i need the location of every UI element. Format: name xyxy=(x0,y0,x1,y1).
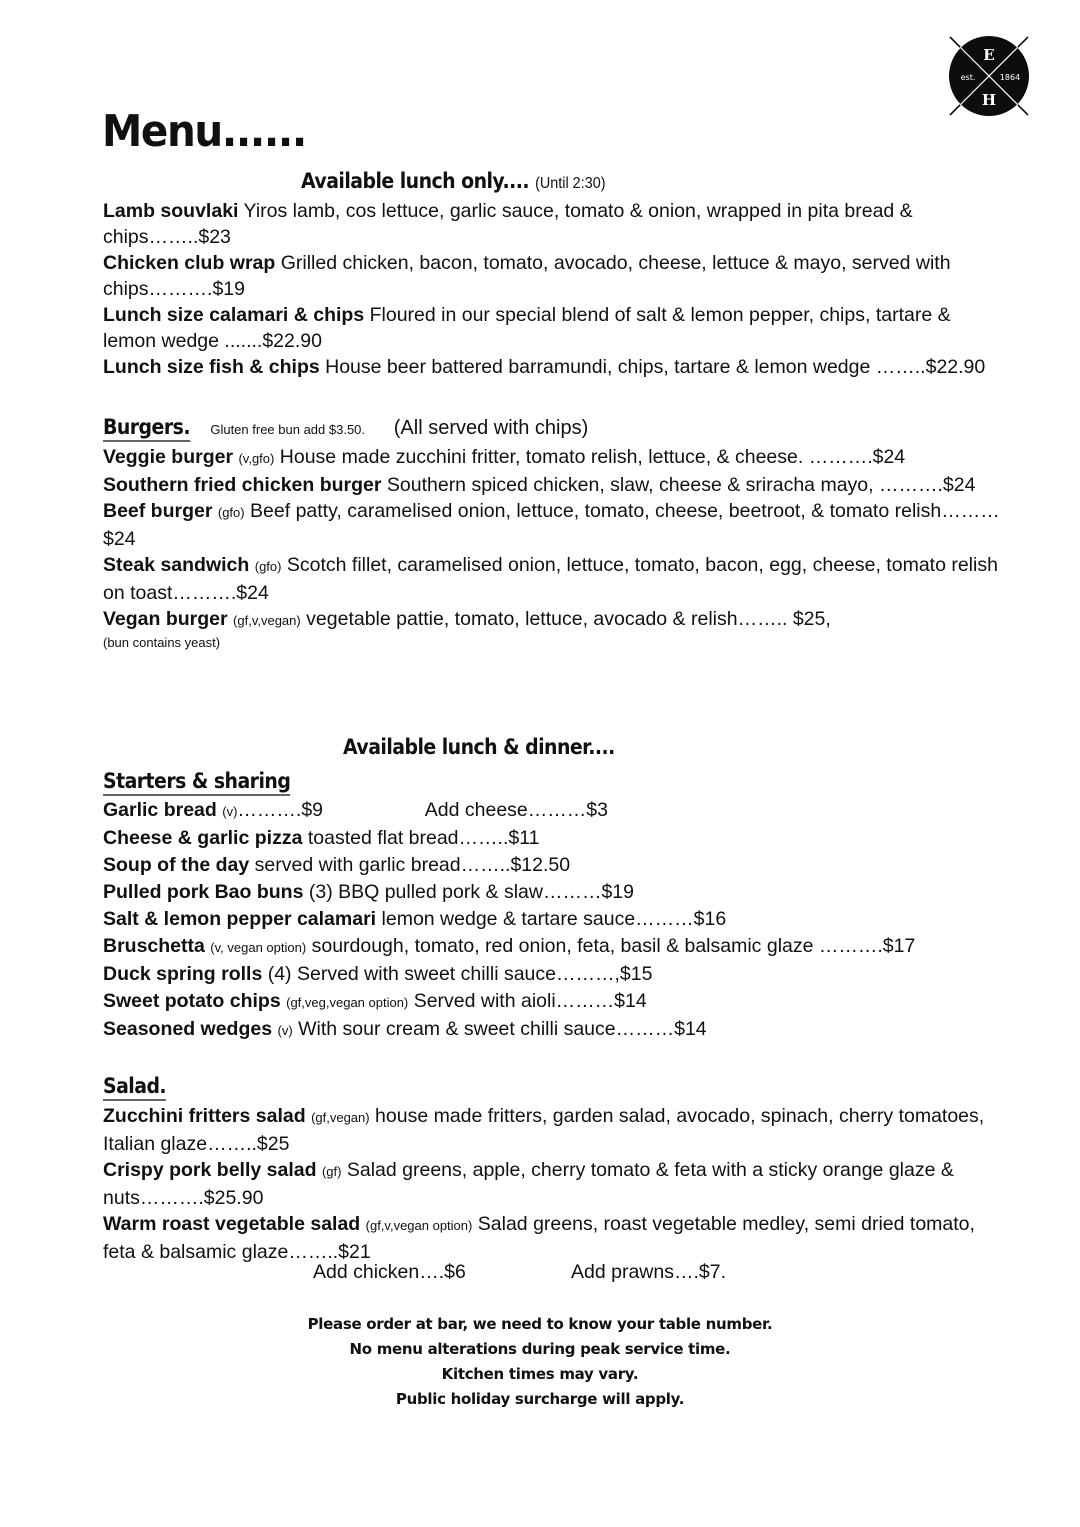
item-name: Lunch size fish & chips xyxy=(103,356,320,378)
category-heading-starters xyxy=(103,768,311,796)
item-description: Salad greens, roast vegetable medley, semi dried tomato, feta & balsamic glaze……..$21 xyxy=(103,1213,975,1263)
menu-item xyxy=(103,961,1003,988)
section-heading-lunch-dinner xyxy=(343,734,615,760)
item-name: Zucchini fritters salad xyxy=(103,1105,306,1127)
item-name: Warm roast vegetable salad xyxy=(103,1213,361,1235)
item-description: House beer battered barramundi, chips, tartare & lemon wedge ……..$22.90 xyxy=(319,356,986,378)
lunch-only-list xyxy=(103,198,1003,380)
category-note: (All served with chips) xyxy=(393,417,589,439)
item-extra: Add cheese………$3 xyxy=(424,799,608,821)
item-diet-tag: (gf,veg,vegan option) xyxy=(286,995,409,1010)
item-description: Floured in our special blend of salt & lemon pepper, chips, tartare & lemon wedge .......$22.90 xyxy=(103,304,951,352)
category-title: Starters & sharing xyxy=(103,768,290,796)
item-name: Vegan burger xyxy=(103,608,228,630)
menu-item xyxy=(103,852,1003,879)
item-name: Soup of the day xyxy=(103,854,250,876)
menu-item xyxy=(103,1211,1003,1265)
logo-bottom-letter: H xyxy=(981,91,997,109)
item-diet-tag: (gf) xyxy=(321,1164,342,1179)
menu-item xyxy=(103,1016,1003,1044)
item-diet-tag: (v) xyxy=(222,804,238,819)
footer-line-no-alterations: No menu alterations during peak service time. xyxy=(349,1340,731,1358)
menu-item xyxy=(103,825,1003,852)
menu-item xyxy=(103,906,1003,933)
item-name: Bruschetta xyxy=(103,935,205,957)
item-name: Seasoned wedges xyxy=(103,1018,273,1040)
menu-item xyxy=(103,498,1003,552)
menu-item xyxy=(103,198,1003,250)
item-description: Scotch fillet, caramelised onion, lettuce, tomato, bacon, egg, cheese, tomato relish on toast……….$24 xyxy=(103,554,998,604)
burgers-list xyxy=(103,444,1003,652)
item-description: Beef patty, caramelised onion, lettuce, tomato, cheese, beetroot, & tomato relish………$24 xyxy=(103,500,1000,550)
item-diet-tag: (v) xyxy=(277,1023,293,1038)
category-heading-salad xyxy=(103,1073,173,1101)
item-name: Southern fried chicken burger xyxy=(103,474,382,496)
item-description: vegetable pattie, tomato, lettuce, avocado & relish…….. $25, xyxy=(306,608,831,630)
addon-prawns: Add prawns….$7. xyxy=(571,1261,727,1283)
footer-line-holiday-surcharge: Public holiday surcharge will apply. xyxy=(395,1390,685,1408)
page-title: Menu...... xyxy=(102,106,306,157)
section-heading-text: Available lunch only.... xyxy=(301,169,530,193)
category-title: Burgers. xyxy=(103,414,190,442)
menu-item xyxy=(103,879,1003,906)
item-name: Salt & lemon pepper calamari xyxy=(103,908,377,930)
item-name: Duck spring rolls xyxy=(103,963,263,985)
addon-chicken: Add chicken….$6 xyxy=(313,1261,466,1283)
section-note: (Until 2:30) xyxy=(535,175,606,192)
item-description: (4) Served with sweet chilli sauce………,$15 xyxy=(267,963,653,985)
item-description: served with garlic bread……..$12.50 xyxy=(254,854,571,876)
item-description: (3) BBQ pulled pork & slaw………$19 xyxy=(308,881,634,903)
menu-item xyxy=(103,472,1003,498)
item-description: ……….$9 xyxy=(237,799,324,821)
item-name: Garlic bread xyxy=(103,799,217,821)
item-description: With sour cream & sweet chilli sauce………$14 xyxy=(298,1018,707,1040)
item-description: Served with aioli………$14 xyxy=(413,990,647,1012)
item-diet-tag: (gf,vegan) xyxy=(311,1110,370,1125)
salad-list xyxy=(103,1103,1003,1265)
item-description: house made fritters, garden salad, avocado, spinach, cherry tomatoes, Italian glaze……..$25 xyxy=(103,1105,985,1155)
menu-item xyxy=(103,250,1003,302)
starters-list xyxy=(103,797,1003,1044)
item-description: Southern spiced chicken, slaw, cheese & sriracha mayo, ……….$24 xyxy=(381,474,976,496)
menu-item xyxy=(103,354,1003,380)
item-name: Lamb souvlaki xyxy=(103,200,239,222)
logo xyxy=(946,33,1032,119)
section-heading-lunch-only xyxy=(301,168,606,197)
section-heading-text: Available lunch & dinner.... xyxy=(343,735,615,759)
item-description: sourdough, tomato, red onion, feta, basil & balsamic glaze ……….$17 xyxy=(311,935,916,957)
menu-item xyxy=(103,933,1003,961)
footer-line-kitchen-times: Kitchen times may vary. xyxy=(441,1365,639,1383)
item-diet-tag: (gfo) xyxy=(217,505,245,520)
item-name: Crispy pork belly salad xyxy=(103,1159,317,1181)
item-description: Grilled chicken, bacon, tomato, avocado, cheese, lettuce & mayo, served with chips……….$19 xyxy=(103,252,951,300)
menu-item xyxy=(103,302,1003,354)
menu-item xyxy=(103,444,1003,472)
item-description: toasted flat bread……..$11 xyxy=(307,827,540,849)
item-name: Steak sandwich xyxy=(103,554,250,576)
item-diet-tag: (gf,v,vegan) xyxy=(233,613,301,628)
item-small-note: (bun contains yeast) xyxy=(103,635,221,650)
menu-item xyxy=(103,1157,1003,1211)
item-name: Pulled pork Bao buns xyxy=(103,881,304,903)
item-name: Sweet potato chips xyxy=(103,990,281,1012)
item-diet-tag: (v,gfo) xyxy=(238,451,275,466)
item-name: Chicken club wrap xyxy=(103,252,276,274)
item-description: House made zucchini fritter, tomato relish, lettuce, & cheese. ……….$24 xyxy=(279,446,906,468)
item-name: Cheese & garlic pizza xyxy=(103,827,303,849)
menu-item xyxy=(103,552,1003,606)
category-heading-burgers xyxy=(103,414,588,443)
item-diet-tag: (v, vegan option) xyxy=(210,940,307,955)
footer-line-order-at-bar: Please order at bar, we need to know your table number. xyxy=(307,1315,773,1333)
logo-top-letter: E xyxy=(983,46,995,64)
menu-item xyxy=(103,797,1003,825)
category-title: Salad. xyxy=(103,1073,166,1101)
item-diet-tag: (gf,v,vegan option) xyxy=(365,1218,473,1233)
footer-notes xyxy=(0,1312,1080,1412)
logo-right-text: 1864 xyxy=(999,73,1021,82)
item-description: Yiros lamb, cos lettuce, garlic sauce, tomato & onion, wrapped in pita bread & chips……..$23 xyxy=(103,200,913,248)
item-diet-tag: (gfo) xyxy=(254,559,282,574)
logo-left-text: est. xyxy=(960,73,976,82)
logo-emblem-icon xyxy=(946,33,1032,119)
menu-item xyxy=(103,988,1003,1016)
menu-item xyxy=(103,1103,1003,1157)
menu-item xyxy=(103,606,1003,652)
category-note-gluten-free: Gluten free bun add $3.50. xyxy=(210,422,366,437)
item-description: Salad greens, apple, cherry tomato & feta with a sticky orange glaze & nuts……….$25.90 xyxy=(103,1159,954,1209)
item-name: Lunch size calamari & chips xyxy=(103,304,365,326)
item-name: Beef burger xyxy=(103,500,213,522)
item-description: lemon wedge & tartare sauce………$16 xyxy=(381,908,727,930)
item-name: Veggie burger xyxy=(103,446,234,468)
